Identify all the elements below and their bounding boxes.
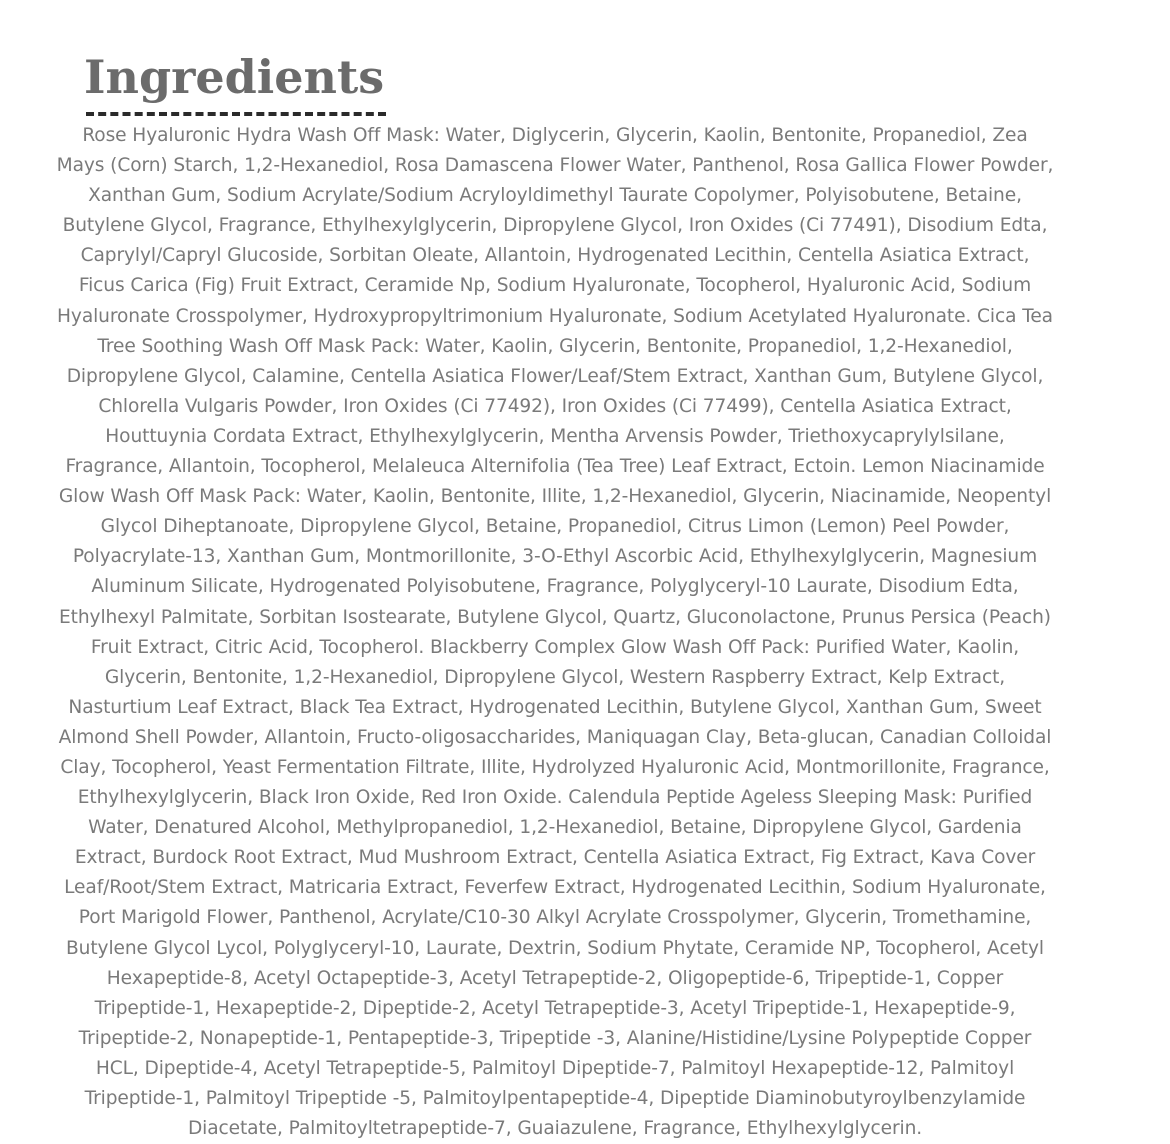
ingredients-heading-block [84, 48, 384, 106]
ingredients-heading: Ingredients [84, 50, 385, 104]
heading-dashed-underline [86, 112, 386, 116]
ingredients-list-text: Rose Hyaluronic Hydra Wash Off Mask: Water, Diglycerin, Glycerin, Kaolin, Bentonite, Propanediol, Zea Mays (Corn) Starch, 1,2-Hexanediol, Rosa Damascena Flower Water, Panthenol, Rosa Gallica Flower Powder, Xanthan Gum, Sodium Acrylate/Sodium Acryloyldimethyl Taurate Copolymer, Polyisobutene, Betaine, Butylene Glycol, Fragrance, Ethylhexylglycerin, Dipropylene Glycol, Iron Oxides (Ci 77491), Disodium Edta, Caprylyl/Capryl Glucoside, Sorbitan Oleate, Allantoin, Hydrogenated Lecithin, Centella Asiatica Extract, Ficus Carica (Fig) Fruit Extract, Ceramide Np, Sodium Hyaluronate, Tocopherol, Hyaluronic Acid, Sodium Hyaluronate Crosspolymer, Hydroxypropyltrimonium Hyaluronate, Sodium Acetylated Hyaluronate. Cica Tea Tree Soothing Wash Off Mask Pack: Water, Kaolin, Glycerin, Bentonite, Propanediol, 1,2-Hexanediol, Dipropylene Glycol, Calamine, Centella Asiatica Flower/Leaf/Stem Extract, Xanthan Gum, Butylene Glycol, Chlorella Vulgaris Powder, Iron Oxides (Ci 77492), Iron Oxides (Ci 77499), Centella Asiatica Extract, Houttuynia Cordata Extract, Ethylhexylglycerin, Mentha Arvensis Powder, Triethoxycaprylylsilane, Fragrance, Allantoin, Tocopherol, Melaleuca Alternifolia (Tea Tree) Leaf Extract, Ectoin. Lemon Niacinamide Glow Wash Off Mask Pack: Water, Kaolin, Bentonite, Illite, 1,2-Hexanediol, Glycerin, Niacinamide, Neopentyl Glycol Diheptanoate, Dipropylene Glycol, Betaine, Propanediol, Citrus Limon (Lemon) Peel Powder, Polyacrylate-13, Xanthan Gum, Montmorillonite, 3-O-Ethyl Ascorbic Acid, Ethylhexylglycerin, Magnesium Aluminum Silicate, Hydrogenated Polyisobutene, Fragrance, Polyglyceryl-10 Laurate, Disodium Edta, Ethylhexyl Palmitate, Sorbitan Isostearate, Butylene Glycol, Quartz, Gluconolactone, Prunus Persica (Peach) Fruit Extract, Citric Acid, Tocopherol. Blackberry Complex Glow Wash Off Pack: Purified Water, Kaolin, Glycerin, Bentonite, 1,2-Hexanediol, Dipropylene Glycol, Western Raspberry Extract, Kelp Extract, Nasturtium Leaf Extract, Black Tea Extract, Hydrogenated Lecithin, Butylene Glycol, Xanthan Gum, Sweet Almond Shell Powder, Allantoin, Fructo-oligosaccharides, Maniquagan Clay, Beta-glucan, Canadian Colloidal Clay, Tocopherol, Yeast Fermentation Filtrate, Illite, Hydrolyzed Hyaluronic Acid, Montmorillonite, Fragrance, Ethylhexylglycerin, Black Iron Oxide, Red Iron Oxide. Calendula Peptide Ageless Sleeping Mask: Purified Water, Denatured Alcohol, Methylpropanediol, 1,2-Hexanediol, Betaine, Dipropylene Glycol, Gardenia Extract, Burdock Root Extract, Mud Mushroom Extract, Centella Asiatica Extract, Fig Extract, Kava Cover Leaf/Root/Stem Extract, Matricaria Extract, Feverfew Extract, Hydrogenated Lecithin, Sodium Hyaluronate, Port Marigold Flower, Panthenol, Acrylate/C10-30 Alkyl Acrylate Crosspolymer, Glycerin, Tromethamine, Butylene Glycol Lycol, Polyglyceryl-10, Laurate, Dextrin, Sodium Phytate, Ceramide NP, Tocopherol, Acetyl Hexapeptide-8, Acetyl Octapeptide-3, Acetyl Tetrapeptide-2, Oligopeptide-6, Tripeptide-1, Copper Tripeptide-1, Hexapeptide-2, Dipeptide-2, Acetyl Tetrapeptide-3, Acetyl Tripeptide-1, Hexapeptide-9, Tripeptide-2, Nonapeptide-1, Pentapeptide-3, Tripeptide -3, Alanine/Histidine/Lysine Polypeptide Copper HCL, Dipeptide-4, Acetyl Tetrapeptide-5, Palmitoyl Dipeptide-7, Palmitoyl Hexapeptide-12, Palmitoyl Tripeptide-1, Palmitoyl Tripeptide -5, Palmitoylpentapeptide-4, Dipeptide Diaminobutyroylbenzylamide Diacetate, Palmitoyltetrapeptide-7, Guaiazulene, Fragrance, Ethylhexylglycerin. [56, 125, 1054, 1140]
